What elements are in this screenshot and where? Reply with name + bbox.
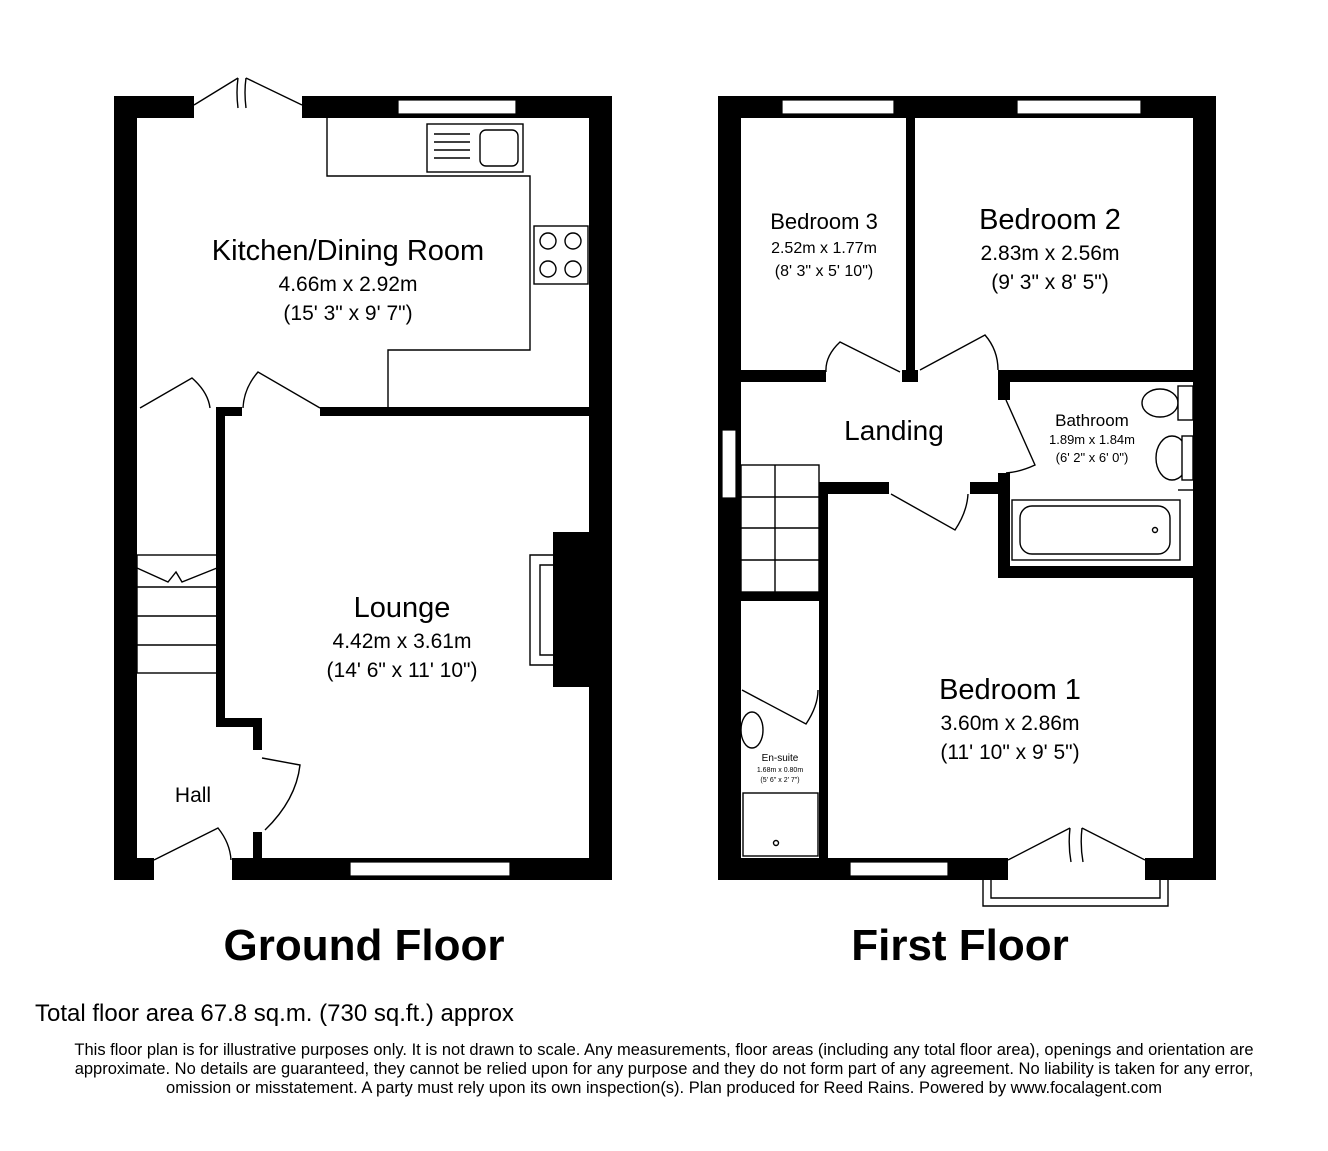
- kitchen-french-doors: [194, 78, 302, 108]
- kitchen-imperial: (15' 3" x 9' 7"): [283, 302, 413, 325]
- ensuite-toilet-icon: [741, 712, 763, 748]
- kitchen-window: [398, 100, 516, 114]
- lounge-imperial: (14' 6" x 11' 10"): [326, 659, 478, 682]
- ensuite-metric: 1.68m x 0.80m: [756, 767, 804, 774]
- bedroom1-imperial: (11' 10" x 9' 5"): [940, 741, 1080, 764]
- ground-floor-title: Ground Floor: [223, 921, 505, 970]
- ground-floor-walls: [114, 96, 612, 880]
- front-door: [154, 828, 231, 860]
- ensuite-fixtures: [741, 712, 818, 856]
- ground-stairs: [137, 555, 217, 673]
- ensuite-label: En-suite: [761, 753, 799, 764]
- kitchen-door-left: [140, 378, 210, 408]
- landing-label: Landing: [844, 415, 944, 446]
- lounge-window: [350, 862, 510, 876]
- bedroom3-window: [782, 100, 894, 114]
- first-stairs: [741, 465, 819, 592]
- bathroom-label: Bathroom: [1055, 411, 1129, 430]
- ground-floor-plan: [114, 78, 612, 970]
- bedroom1-window: [850, 862, 948, 876]
- bath-icon: [1012, 500, 1180, 560]
- bedroom3-imperial: (8' 3" x 5' 10"): [774, 263, 874, 280]
- lounge-label: Lounge: [353, 592, 451, 624]
- bedroom1-label: Bedroom 1: [939, 674, 1081, 706]
- bathroom-metric: 1.89m x 1.84m: [1049, 432, 1135, 447]
- lounge-door: [262, 758, 300, 830]
- bedroom1-french-doors: [983, 828, 1168, 906]
- bedroom1-metric: 3.60m x 2.86m: [940, 712, 1080, 735]
- bedroom2-metric: 2.83m x 2.56m: [980, 242, 1120, 265]
- kitchen-metric: 4.66m x 2.92m: [278, 273, 418, 296]
- bedroom2-imperial: (9' 3" x 8' 5"): [991, 271, 1109, 294]
- sink-icon: [480, 130, 518, 166]
- bedroom3-metric: 2.52m x 1.77m: [771, 240, 877, 257]
- kitchen-door-right: [243, 372, 320, 408]
- bedroom2-window: [1017, 100, 1141, 114]
- bedroom3-label: Bedroom 3: [770, 209, 878, 234]
- bedroom2-label: Bedroom 2: [979, 204, 1121, 236]
- total-floor-area: Total floor area 67.8 sq.m. (730 sq.ft.) approx: [35, 1000, 514, 1027]
- first-floor-title: First Floor: [851, 921, 1069, 970]
- ensuite-imperial: (5' 6" x 2' 7"): [760, 777, 800, 784]
- kitchen-label: Kitchen/Dining Room: [211, 235, 485, 267]
- hall-label: Hall: [174, 784, 212, 807]
- disclaimer-text: This floor plan is for illustrative purposes only. It is not drawn to scale. Any measurements, floor areas (including any total floor area), openings and orientation are approximate. No details are guaranteed, they cannot be relied upon for any purpose and they do not form part of any agreement. No liability is taken for any error, omission or misstatement. A party must rely upon its own inspection(s). Plan produced for Reed Rains. Powered by www.focalagent.com: [74, 1041, 1254, 1097]
- bedroom1-door: [891, 494, 968, 530]
- bathroom-imperial: (6' 2" x 6' 0"): [1055, 450, 1129, 465]
- shower-icon: [743, 793, 818, 856]
- bedroom2-door: [920, 335, 998, 370]
- fireplace-icon: [530, 555, 553, 665]
- lounge-metric: 4.42m x 3.61m: [332, 630, 472, 653]
- bedroom3-door: [826, 342, 900, 372]
- bathroom-door: [1006, 400, 1035, 473]
- landing-window: [722, 430, 736, 498]
- first-floor-plan: [718, 96, 1216, 970]
- toilet-icon: [1142, 389, 1178, 417]
